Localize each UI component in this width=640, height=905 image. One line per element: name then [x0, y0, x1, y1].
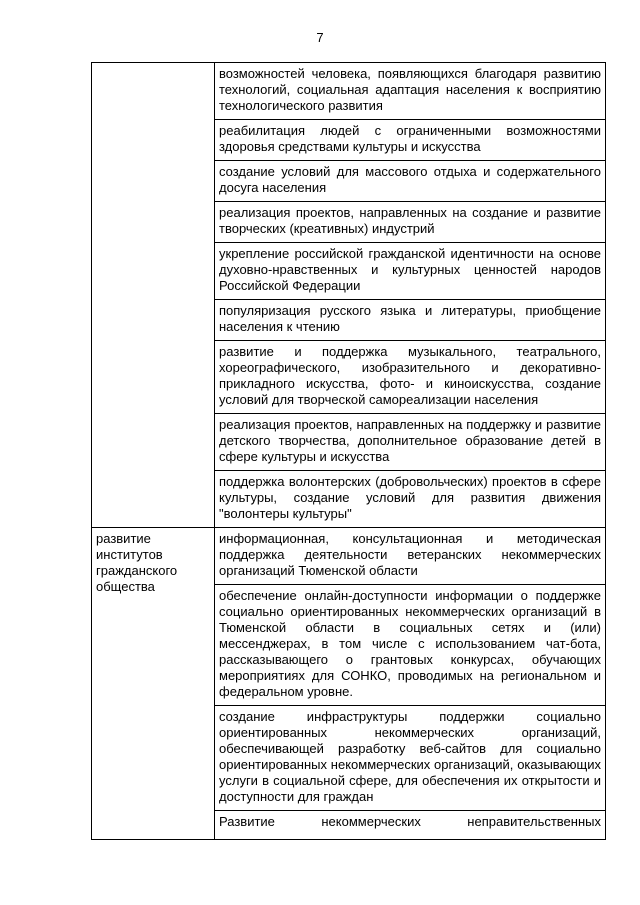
direction-item: Развитие некоммерческих неправительственных — [215, 811, 606, 840]
direction-item: реабилитация людей с ограниченными возможностями здоровья средствами культуры и искусства — [215, 120, 606, 161]
direction-item: популяризация русского языка и литературы, приобщение населения к чтению — [215, 300, 606, 341]
direction-item: развитие и поддержка музыкального, театрального, хореографического, изобразительного и декоративно-прикладного искусства, фото- и киноискусства, создание условий для творческой самореализации населения — [215, 341, 606, 414]
direction-item: реализация проектов, направленных на поддержку и развитие детского творчества, дополнительное образование детей в сфере культуры и искусства — [215, 414, 606, 471]
directions-table — [91, 62, 606, 840]
page-number: 7 — [316, 30, 324, 45]
table-row — [92, 63, 606, 120]
direction-item: реализация проектов, направленных на создание и развитие творческих (креативных) индустрий — [215, 202, 606, 243]
area-cell-continued — [92, 63, 215, 528]
direction-item: возможностей человека, появляющихся благодаря развитию технологий, социальная адаптация населения к восприятию технологического развития — [215, 63, 606, 120]
direction-item: информационная, консультационная и методическая поддержка деятельности ветеранских некоммерческих организаций Тюменской области — [215, 528, 606, 585]
direction-item: создание условий для массового отдыха и содержательного досуга населения — [215, 161, 606, 202]
direction-item: укрепление российской гражданской идентичности на основе духовно-нравственных и культурных ценностей народов Российской Федерации — [215, 243, 606, 300]
table-row — [92, 528, 606, 585]
direction-item: создание инфраструктуры поддержки социально ориентированных некоммерческих организаций, обеспечивающей разработку веб-сайтов для социально ориентированных некоммерческих организаций, оказывающих услуги в социальной сфере, для обеспечения их открытости и доступности для граждан — [215, 706, 606, 811]
direction-item: поддержка волонтерских (добровольческих) проектов в сфере культуры, создание условий для развития движения "волонтеры культуры" — [215, 471, 606, 528]
area-cell-civil-society: развитие институтов гражданского общества — [92, 528, 215, 840]
direction-item: обеспечение онлайн-доступности информации о поддержке социально ориентированных некоммерческих организаций в Тюменской области в социальных сетях и (или) мессенджерах, в том числе с использованием чат-бота, рассказывающего о грантовых конкурсах, обучающих мероприятиях для СОНКО, проводимых на региональном и федеральном уровне. — [215, 585, 606, 706]
